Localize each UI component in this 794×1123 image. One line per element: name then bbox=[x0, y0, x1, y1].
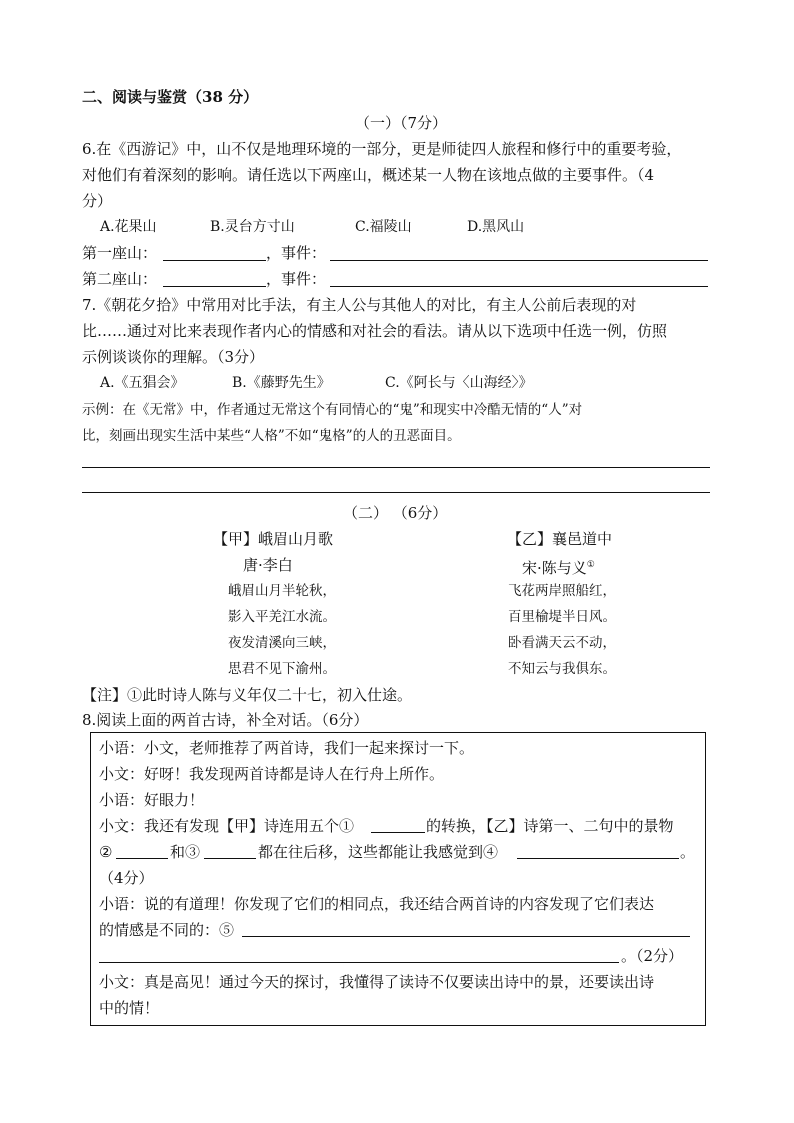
poem-a-line: 影入平羌江水流。 bbox=[228, 609, 336, 625]
part1-heading: （一）（7分） bbox=[355, 114, 448, 132]
poem-b-author-wrap bbox=[522, 555, 595, 578]
poem-b-line: 不知云与我俱东。 bbox=[508, 661, 616, 677]
blank-1[interactable] bbox=[371, 832, 425, 833]
dialogue-line-4-a: 小文：我还有发现【甲】诗连用五个① bbox=[99, 817, 355, 835]
poem-b-line: 飞花两岸照船红， bbox=[508, 583, 616, 599]
section-title: 二、阅读与鉴赏（38 分） bbox=[82, 88, 259, 106]
dialogue-line-9: 。（2分） bbox=[621, 947, 684, 965]
q6-option-a: A.花果山 bbox=[100, 219, 157, 235]
blank-5-line-2[interactable] bbox=[99, 962, 619, 963]
q6-fill1-mountain-blank[interactable] bbox=[163, 260, 266, 261]
q6-option-b: B.灵台方寸山 bbox=[210, 219, 295, 235]
q7-example-line1: 示例：在《无常》中，作者通过无常这个有同情心的“鬼”和现实中冷酷无情的“人”对 bbox=[82, 402, 583, 418]
poem-a-line: 峨眉山月半轮秋， bbox=[228, 583, 336, 599]
q6-fill2-mountain-blank[interactable] bbox=[163, 286, 266, 287]
q7-line3: 示例谈谈你的理解。（3分） bbox=[82, 348, 265, 366]
part2-heading: （二） （6分） bbox=[343, 504, 448, 522]
poem-b-line: 百里榆堤半日风。 bbox=[508, 609, 616, 625]
poem-b-footnote-mark: ① bbox=[586, 560, 595, 570]
dialogue-line-4-b: 的转换，【乙】诗第一、二句中的景物 bbox=[426, 817, 674, 835]
blank-4[interactable] bbox=[517, 858, 679, 859]
blank-2[interactable] bbox=[116, 858, 168, 859]
poem-a-author: 唐·李白 bbox=[243, 556, 293, 574]
q6-fill1-label: 第一座山： bbox=[82, 244, 158, 262]
dialogue-line-8-a: 的情感是不同的：⑤ bbox=[99, 921, 235, 939]
q7-option-c: C.《阿长与〈山海经〉》 bbox=[385, 375, 533, 391]
q6-option-c: C.福陵山 bbox=[355, 219, 412, 235]
poem-a-title: 【甲】峨眉山月歌 bbox=[213, 530, 334, 548]
dialogue-line-5-b: 和③ bbox=[170, 843, 201, 861]
dialogue-line-10: 小文：真是高见！通过今天的探讨，我懂得了读诗不仅要读出诗中的景，还要读出诗 bbox=[99, 973, 655, 991]
dialogue-line-1: 小语：小文，老师推荐了两首诗，我们一起来探讨一下。 bbox=[99, 739, 475, 757]
q6-option-d: D.黑风山 bbox=[467, 219, 525, 235]
dialogue-line-3: 小语：好眼力！ bbox=[99, 791, 205, 809]
q7-option-a: A.《五猖会》 bbox=[100, 375, 185, 391]
q6-fill2-event-blank[interactable] bbox=[330, 286, 708, 287]
poem-b-title: 【乙】襄邑道中 bbox=[507, 530, 613, 548]
q8-prompt: 8.阅读上面的两首古诗，补全对话。（6分） bbox=[82, 711, 369, 729]
blank-3[interactable] bbox=[204, 858, 256, 859]
poem-a-line: 思君不见下渝州。 bbox=[228, 661, 336, 677]
q6-line3: 分） bbox=[82, 192, 113, 210]
poem-note: 【注】①此时诗人陈与义年仅二十七，初入仕途。 bbox=[82, 686, 413, 704]
q7-example-line2: 比，刻画出现实生活中某些“人格”不如“鬼格”的人的丑恶面目。 bbox=[82, 428, 461, 444]
dialogue-line-5-a: ② bbox=[99, 843, 113, 861]
dialogue-line-2: 小文：好呀！我发现两首诗都是诗人在行舟上所作。 bbox=[99, 765, 445, 783]
blank-5-line-1[interactable] bbox=[242, 936, 690, 937]
dialogue-line-5-c: 都在往后移，这些都能让我感觉到④ bbox=[258, 843, 499, 861]
poem-a-line: 夜发清溪向三峡， bbox=[228, 635, 336, 651]
q6-line1: 6.在《西游记》中，山不仅是地理环境的一部分，更是师徒四人旅程和修行中的重要考验， bbox=[82, 140, 682, 158]
q7-option-b: B.《藤野先生》 bbox=[232, 375, 331, 391]
q6-fill2-event-label: ，事件： bbox=[266, 270, 327, 288]
dialogue-line-7: 小语：说的有道理！你发现了它们的相同点，我还结合两首诗的内容发现了它们表达 bbox=[99, 895, 655, 913]
q7-line1: 7.《朝花夕拾》中常用对比手法，有主人公与其他人的对比，有主人公前后表现的对 bbox=[82, 296, 637, 314]
q6-fill2-label: 第二座山： bbox=[82, 270, 158, 288]
q6-fill1-event-blank[interactable] bbox=[330, 260, 708, 261]
poem-b-author: 宋·陈与义 bbox=[522, 559, 587, 577]
poem-b-line: 卧看满天云不动， bbox=[508, 635, 616, 651]
q7-answer-line-1[interactable] bbox=[82, 467, 710, 468]
dialogue-line-6: （4分） bbox=[99, 869, 154, 887]
dialogue-line-11: 中的情！ bbox=[99, 999, 160, 1017]
q7-answer-line-2[interactable] bbox=[82, 492, 710, 493]
dialogue-line-5-d: 。 bbox=[680, 843, 696, 861]
q6-fill1-event-label: ，事件： bbox=[266, 244, 327, 262]
q7-line2: 比……通过对比来表现作者内心的情感和对社会的看法。请从以下选项中任选一例，仿照 bbox=[82, 322, 668, 340]
q6-line2: 对他们有着深刻的影响。请任选以下两座山，概述某一人物在该地点做的主要事件。（4 bbox=[82, 166, 655, 184]
